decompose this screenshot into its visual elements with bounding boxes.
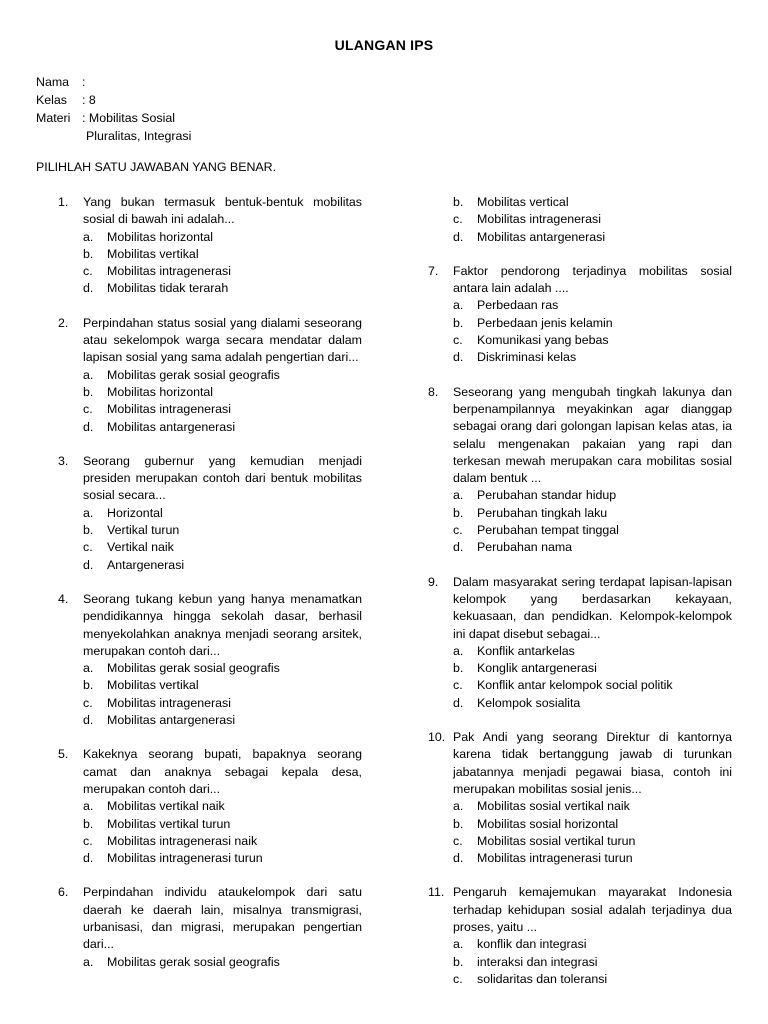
answer-option: [453, 695, 732, 712]
kelas-label: Kelas: [36, 93, 67, 107]
answer-option: [83, 384, 362, 401]
option-letter: a.: [83, 954, 94, 969]
answer-option: [453, 522, 732, 539]
option-letter: a.: [453, 298, 464, 313]
answer-option: [453, 297, 732, 314]
option-letter: b.: [453, 954, 464, 969]
option-text: Mobilitas sosial horizontal: [477, 816, 619, 831]
question-number: 1.: [58, 195, 69, 209]
option-text: Vertikal naik: [107, 540, 174, 555]
question-number: 11.: [428, 885, 445, 900]
option-letter: b.: [83, 816, 94, 831]
option-letter: d.: [83, 557, 94, 572]
question-stem: [428, 384, 732, 488]
options-list: [58, 505, 362, 574]
option-text: Mobilitas intragenerasi: [107, 264, 231, 279]
answer-option: [453, 539, 732, 556]
option-letter: b.: [83, 384, 94, 399]
materi-continued: Pluralitas, Integrasi: [86, 129, 192, 143]
option-text: Konflik antar kelompok social politik: [477, 678, 673, 693]
question-number: 6.: [58, 885, 69, 900]
option-letter: b.: [453, 195, 464, 209]
options-list: [428, 936, 732, 988]
option-text: Diskriminasi kelas: [477, 350, 577, 365]
right-column: [428, 194, 732, 1005]
question-6-continued: [428, 194, 732, 246]
question-text: Perpindahan status sosial yang dialami seseorang atau sekelompok warga secara mendatar dalam lapisan sosial yang sama adalah pengertian dari...: [83, 315, 362, 365]
option-letter: b.: [453, 315, 464, 330]
option-text: Mobilitas intragenerasi naik: [107, 833, 258, 848]
option-letter: b.: [83, 523, 94, 538]
question-text: Kakeknya seorang bupati, bapaknya seorang camat dan anaknya sebagai kepala desa, merupakan contoh dari...: [83, 747, 362, 796]
options-list: [58, 660, 362, 729]
option-text: Mobilitas vertikal turun: [107, 816, 231, 831]
option-text: Perubahan tempat tinggal: [477, 523, 619, 538]
answer-option: [453, 194, 732, 211]
answer-option: [83, 263, 362, 280]
question-text: Seorang tukang kebun yang hanya menamatkan pendidikannya hingga sekolah dasar, berhasil menyekolahkan anaknya menjadi seorang arsitek, merupakan contoh dari...: [83, 591, 362, 658]
answer-option: [83, 229, 362, 246]
option-text: Horizontal: [107, 505, 163, 520]
question-2: [58, 315, 362, 436]
option-text: Konflik antarkelas: [477, 643, 575, 658]
materi-value: : Mobilitas Sosial: [82, 111, 175, 125]
nama-row: [36, 73, 191, 91]
answer-option: [83, 695, 362, 712]
option-letter: c.: [83, 833, 93, 848]
answer-option: [83, 367, 362, 384]
question-stem: [58, 453, 362, 505]
question-text: Yang bukan termasuk bentuk-bentuk mobilitas sosial di bawah ini adalah...: [83, 195, 362, 227]
question-5: [58, 746, 362, 867]
option-letter: c.: [453, 212, 463, 227]
option-text: Antargenerasi: [107, 557, 185, 572]
option-text: Mobilitas antargenerasi: [107, 419, 236, 434]
answer-option: [453, 505, 732, 522]
option-letter: d.: [453, 229, 464, 244]
question-text: Perpindahan individu ataukelompok dari satu daerah ke daerah lain, misalnya transmigrasi, urbanisasi, dan migrasi, merupakan pengertian dari...: [83, 885, 362, 952]
option-text: konflik dan integrasi: [477, 937, 587, 952]
option-letter: a.: [453, 937, 464, 952]
option-letter: b.: [83, 246, 94, 261]
options-list: [58, 954, 362, 971]
option-text: Mobilitas intragenerasi turun: [477, 851, 633, 866]
option-letter: d.: [453, 851, 464, 866]
option-text: Mobilitas intragenerasi: [107, 695, 231, 710]
question-stem: [428, 729, 732, 798]
kelas-value: : 8: [82, 93, 96, 107]
question-stem: [58, 884, 362, 953]
answer-option: [83, 798, 362, 815]
option-text: Mobilitas vertical: [477, 195, 569, 209]
option-text: Mobilitas antargenerasi: [107, 713, 236, 728]
option-text: Mobilitas antargenerasi: [477, 229, 606, 244]
question-stem: [428, 574, 732, 643]
nama-value: :: [82, 75, 86, 89]
question-number: 10.: [428, 730, 446, 745]
option-letter: b.: [83, 678, 94, 693]
question-text: Pengaruh kemajemukan mayarakat Indonesia terhadap kehidupan sosial adalah terjadinya dua proses, yaitu ...: [453, 885, 732, 934]
answer-option: [453, 315, 732, 332]
nama-label: Nama: [36, 75, 70, 89]
option-text: Perubahan tingkah laku: [477, 505, 608, 520]
answer-option: [453, 643, 732, 660]
answer-option: [453, 954, 732, 971]
option-text: Mobilitas sosial vertikal turun: [477, 833, 636, 848]
question-stem: [58, 194, 362, 229]
option-text: Mobilitas sosial vertikal naik: [477, 799, 630, 814]
option-text: Konglik antargenerasi: [477, 661, 597, 676]
option-text: Mobilitas horizontal: [107, 384, 214, 399]
question-stem: [428, 263, 732, 298]
answer-option: [453, 332, 732, 349]
answer-option: [83, 660, 362, 677]
answer-option: [453, 229, 732, 246]
options-list: [428, 194, 732, 246]
option-letter: a.: [83, 799, 94, 814]
page-title: ULANGAN IPS: [334, 37, 434, 53]
question-stem: [58, 591, 362, 660]
option-text: Perbedaan jenis kelamin: [477, 315, 613, 330]
option-letter: d.: [83, 281, 94, 296]
question-text: Dalam masyarakat sering terdapat lapisan-lapisan kelompok yang berdasarkan kekayaan, kekuasaan, dan pendidkan. Kelompok-kelompok ini dapat disebut sebagai...: [453, 574, 732, 641]
question-7: [428, 263, 732, 367]
option-text: Perbedaan ras: [477, 298, 559, 313]
option-text: Komunikasi yang bebas: [477, 333, 609, 348]
question-6: [58, 884, 362, 970]
question-3: [58, 453, 362, 574]
right-questions: [428, 263, 732, 988]
answer-option: [453, 677, 732, 694]
option-letter: a.: [453, 488, 464, 503]
question-number: 3.: [58, 453, 69, 468]
option-letter: c.: [453, 523, 463, 538]
option-letter: a.: [83, 661, 94, 676]
answer-option: [83, 505, 362, 522]
option-letter: a.: [453, 643, 464, 658]
option-letter: a.: [83, 367, 94, 382]
answer-option: [83, 954, 362, 971]
question-number: 7.: [428, 263, 439, 278]
question-number: 5.: [58, 747, 69, 762]
options-list: [58, 367, 362, 436]
answer-option: [83, 280, 362, 297]
option-letter: a.: [453, 799, 464, 814]
answer-option: [453, 936, 732, 953]
question-stem: [58, 315, 362, 367]
answer-option: [83, 677, 362, 694]
answer-option: [83, 816, 362, 833]
option-letter: d.: [83, 419, 94, 434]
option-text: solidaritas dan toleransi: [477, 971, 608, 986]
question-text: Seorang gubernur yang kemudian menjadi presiden merupakan contoh dari bentuk mobilitas sosial secara...: [83, 453, 362, 503]
question-9: [428, 574, 732, 712]
question-1: [58, 194, 362, 298]
option-text: Perubahan nama: [477, 540, 573, 555]
materi-label: Materi: [36, 111, 71, 125]
option-text: Mobilitas vertikal naik: [107, 799, 225, 814]
option-text: Kelompok sosialita: [477, 695, 581, 710]
option-text: Mobilitas tidak terarah: [107, 281, 229, 296]
answer-option: [453, 349, 732, 366]
answer-option: [83, 419, 362, 436]
question-number: 9.: [428, 574, 439, 589]
option-letter: d.: [453, 350, 464, 365]
option-text: Mobilitas horizontal: [107, 229, 214, 244]
answer-option: [83, 522, 362, 539]
answer-option: [83, 712, 362, 729]
options-list: [58, 798, 362, 867]
answer-option: [83, 850, 362, 867]
answer-option: [453, 660, 732, 677]
question-number: 8.: [428, 384, 439, 399]
question-text: Faktor pendorong terjadinya mobilitas sosial antara lain adalah ....: [453, 263, 732, 296]
question-stem: [428, 884, 732, 936]
option-letter: a.: [83, 505, 94, 520]
question-10: [428, 729, 732, 867]
option-text: Mobilitas vertikal: [107, 678, 199, 693]
option-text: Vertikal turun: [107, 523, 180, 538]
option-letter: c.: [83, 540, 93, 555]
option-letter: c.: [83, 402, 93, 417]
answer-option: [83, 539, 362, 556]
option-letter: d.: [453, 540, 464, 555]
answer-option: [453, 850, 732, 867]
option-text: interaksi dan integrasi: [477, 954, 598, 969]
option-letter: c.: [453, 833, 463, 848]
answer-option: [453, 487, 732, 504]
question-8: [428, 384, 732, 557]
option-text: Mobilitas vertikal: [107, 246, 199, 261]
option-text: Perubahan standar hidup: [477, 488, 617, 503]
option-text: Mobilitas intragenerasi: [107, 402, 231, 417]
option-letter: c.: [83, 695, 93, 710]
option-letter: c.: [453, 333, 463, 348]
option-text: Mobilitas intragenerasi turun: [107, 851, 263, 866]
option-text: Mobilitas intragenerasi: [477, 212, 601, 227]
option-text: Mobilitas gerak sosial geografis: [107, 367, 280, 382]
option-letter: d.: [453, 695, 464, 710]
instruction: PILIHLAH SATU JAWABAN YANG BENAR.: [36, 160, 277, 174]
answer-option: [83, 833, 362, 850]
answer-option: [453, 971, 732, 988]
question-11: [428, 884, 732, 988]
question-stem: [58, 746, 362, 798]
option-letter: c.: [83, 264, 93, 279]
answer-option: [453, 833, 732, 850]
option-letter: d.: [83, 713, 94, 728]
left-column: [58, 194, 362, 988]
answer-option: [453, 816, 732, 833]
question-number: 4.: [58, 591, 69, 606]
question-text: Pak Andi yang seorang Direktur di kantornya karena tidak bertanggung jawab di turunkan jabatannya menjadi pegawai biasa, contoh ini merupakan mobilitas sosial jenis...: [453, 730, 732, 796]
option-letter: a.: [83, 229, 94, 244]
option-letter: b.: [453, 816, 464, 831]
answer-option: [453, 211, 732, 228]
question-text: Seseorang yang mengubah tingkah lakunya dan berpenampilannya meyakinkan agar dianggap sebagai orang dari golongan lapisan kelas atas, ia selalu mengenakan pakaian yang rapi dan terkesan mewah merupakan cara mobilitas sosial dalam bentuk ...: [453, 384, 732, 486]
answer-option: [83, 401, 362, 418]
question-number: 2.: [58, 315, 69, 330]
options-list: [58, 229, 362, 298]
student-header: [36, 73, 191, 145]
answer-option: [83, 246, 362, 263]
options-list: [428, 798, 732, 867]
option-letter: c.: [453, 971, 463, 986]
option-letter: d.: [83, 851, 94, 866]
options-list: [428, 487, 732, 556]
option-letter: b.: [453, 661, 464, 676]
answer-option: [453, 798, 732, 815]
kelas-row: [36, 91, 191, 109]
options-list: [428, 643, 732, 712]
option-letter: c.: [453, 678, 463, 693]
answer-option: [83, 557, 362, 574]
option-letter: b.: [453, 505, 464, 520]
option-text: Mobilitas gerak sosial geografis: [107, 661, 280, 676]
question-4: [58, 591, 362, 729]
materi-row: [36, 109, 191, 127]
option-text: Mobilitas gerak sosial geografis: [107, 954, 280, 969]
options-list: [428, 297, 732, 366]
